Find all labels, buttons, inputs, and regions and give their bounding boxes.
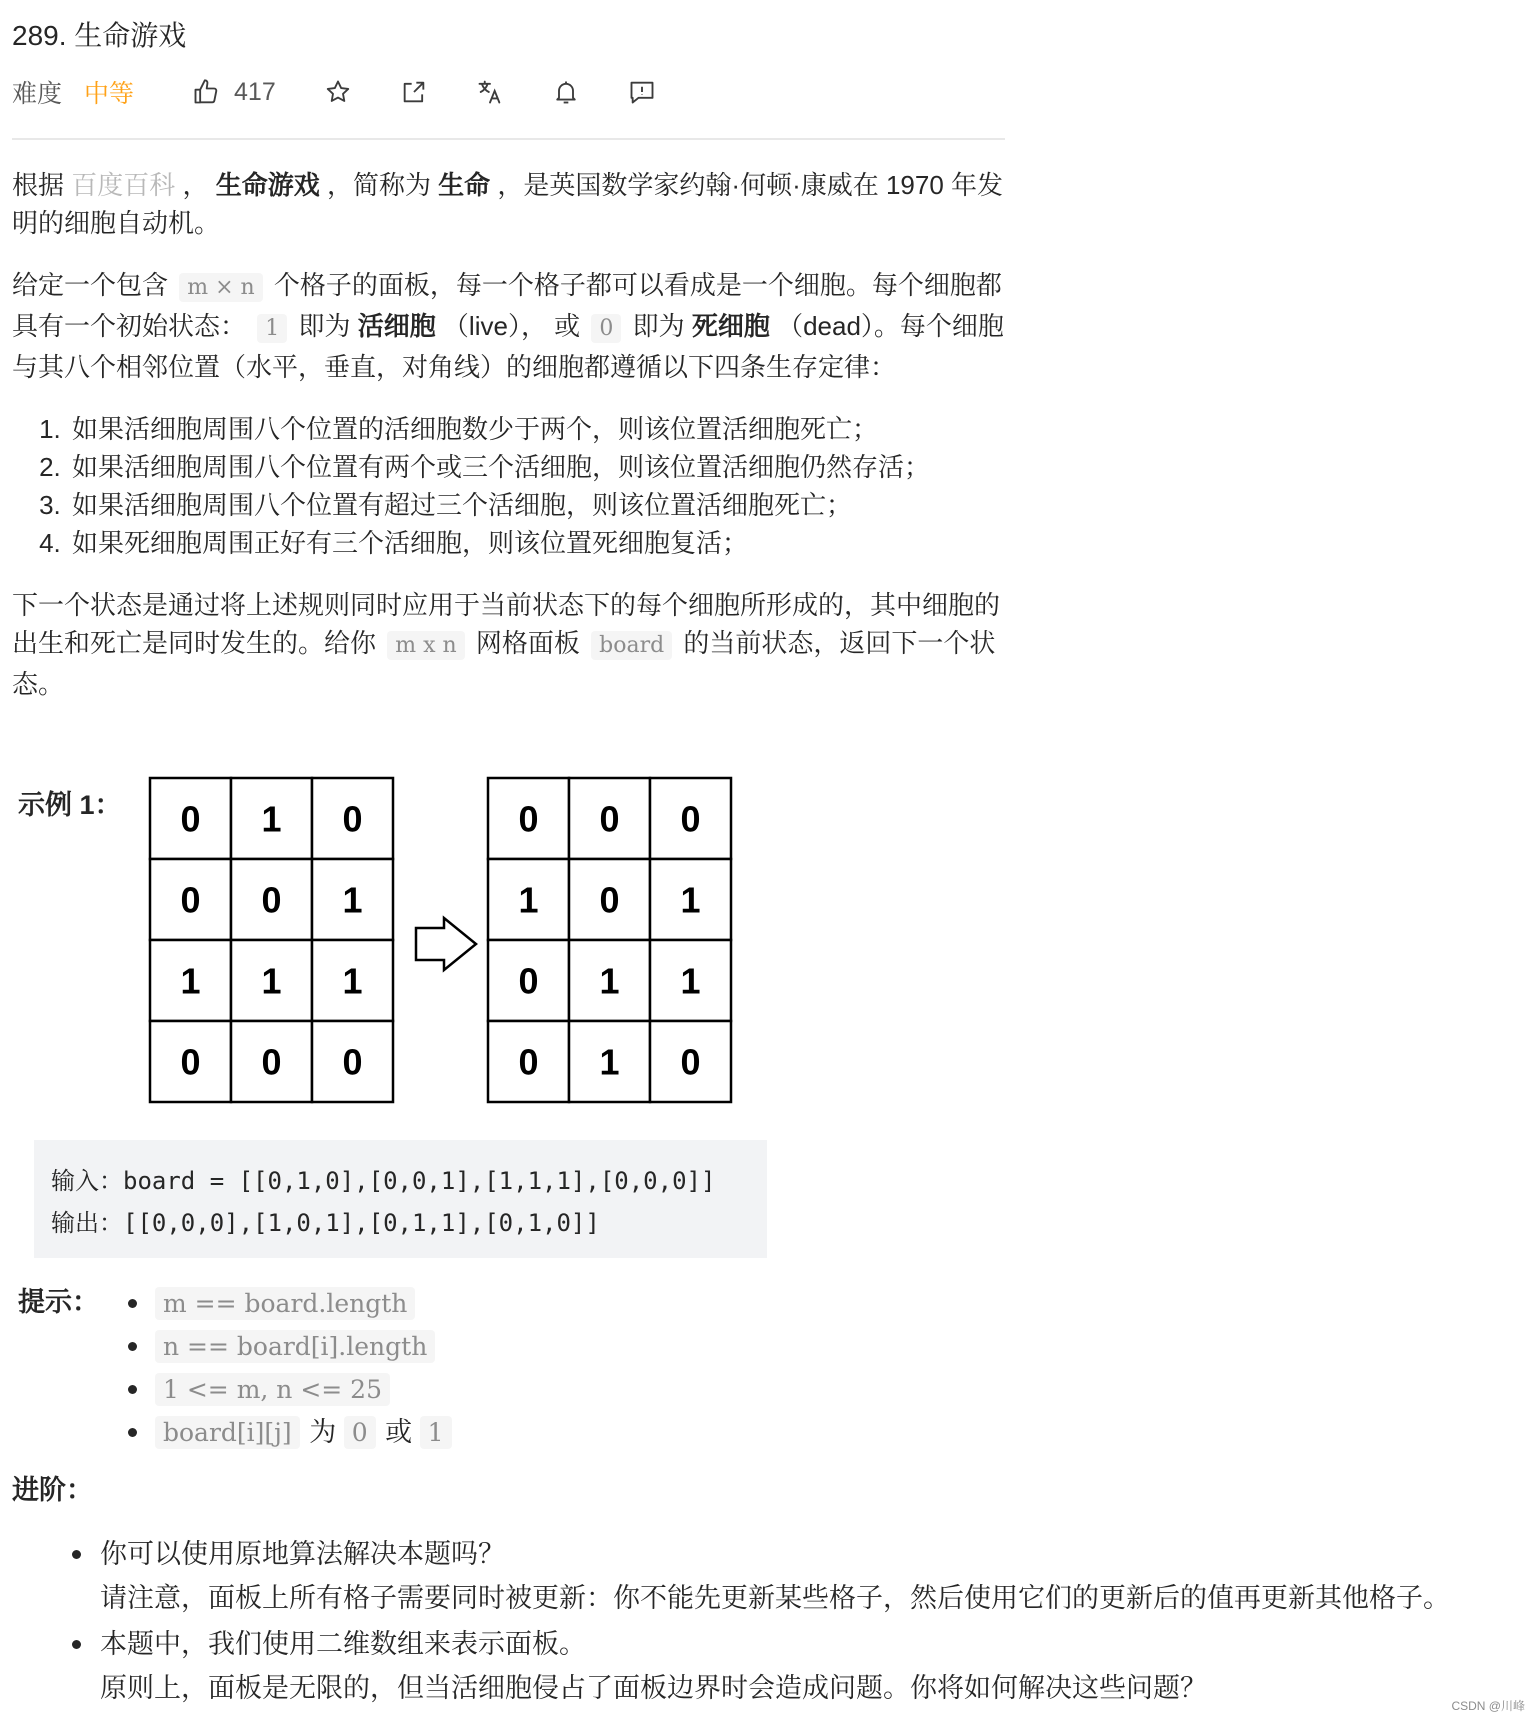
life-term: 生命 bbox=[438, 170, 491, 200]
inline-code: m × n bbox=[179, 273, 262, 302]
grid-cell-value: 0 bbox=[342, 1041, 363, 1083]
baidu-baike-link[interactable]: 百度百科 bbox=[71, 170, 176, 200]
hint-item bbox=[127, 1368, 454, 1411]
header-divider bbox=[12, 138, 1005, 140]
hint-item: board[i][j] 为 0 或 1 bbox=[127, 1411, 454, 1454]
game-of-life-term: 生命游戏 bbox=[215, 170, 320, 200]
rule-item: 1. 如果活细胞周围八个位置的活细胞数少于两个，则该位置活细胞死亡； bbox=[68, 410, 1012, 448]
grid-cell-value: 0 bbox=[261, 1041, 282, 1083]
grid-cell-value: 0 bbox=[599, 879, 620, 921]
example-grids bbox=[148, 776, 738, 1110]
advanced-item: 本题中，我们使用二维数组来表示面板。 原则上，面板是无限的，但当活细胞侵占了面板边界时会造成问题。你将如何解决这些问题？ bbox=[70, 1622, 1530, 1710]
next-state-paragraph: 下一个状态是通过将上述规则同时应用于当前状态下的每个细胞所形成的，其中细胞的出生和死亡是同时发生的。给你 m x n 网格面板 board 的当前状态，返回下一个状态。 bbox=[12, 590, 1001, 699]
example-label: 示例 1： bbox=[18, 790, 122, 820]
grid-cell-value: 1 bbox=[680, 879, 701, 921]
advanced-list bbox=[70, 1532, 1530, 1712]
bell-icon[interactable] bbox=[550, 76, 582, 108]
hints-list bbox=[127, 1282, 454, 1454]
problem-meta-bar bbox=[12, 72, 658, 112]
grid-after bbox=[488, 778, 731, 1102]
inline-code: n == board[i].length bbox=[155, 1330, 435, 1363]
advanced-label: 进阶： bbox=[12, 1475, 93, 1505]
grid-cell-value: 0 bbox=[180, 879, 201, 921]
translate-icon[interactable] bbox=[474, 76, 506, 108]
advanced-item: 你可以使用原地算法解决本题吗？ 请注意，面板上所有格子需要同时被更新：你不能先更新某些格子，然后使用它们的更新后的值再更新其他格子。 bbox=[70, 1532, 1530, 1620]
inline-code: 1 <= m, n <= 25 bbox=[155, 1373, 390, 1406]
rule-item: 4. 如果死细胞周围正好有三个活细胞，则该位置死细胞复活； bbox=[68, 524, 1012, 562]
grid-cell-value: 1 bbox=[518, 879, 539, 921]
intro-paragraph: 根据 百度百科 ， 生命游戏 ，简称为 生命 ，是英国数学家约翰·何顿·康威在 1970 年发明的细胞自动机。 bbox=[12, 170, 1004, 238]
grid-cell-value: 0 bbox=[680, 1041, 701, 1083]
difficulty-label: 难度 bbox=[12, 80, 63, 108]
watermark: CSDN @川峰 bbox=[1451, 1699, 1525, 1713]
grid-cell-value: 1 bbox=[680, 960, 701, 1002]
hint-item bbox=[127, 1282, 454, 1325]
grid-cell-value: 1 bbox=[599, 1041, 620, 1083]
favorite-star-icon[interactable] bbox=[322, 76, 354, 108]
example-code-block bbox=[34, 1140, 767, 1258]
inline-code: board bbox=[591, 631, 672, 660]
grid-cell-value: 0 bbox=[518, 798, 539, 840]
grid-cell-value: 0 bbox=[518, 1041, 539, 1083]
grid-cell-value: 1 bbox=[261, 960, 282, 1002]
dead-cell-term: 死细胞 bbox=[691, 311, 770, 341]
rule-item: 3. 如果活细胞周围八个位置有超过三个活细胞，则该位置活细胞死亡； bbox=[68, 486, 1012, 524]
share-icon[interactable] bbox=[398, 76, 430, 108]
difficulty-badge: 中等 bbox=[84, 80, 135, 108]
example-input: 输入：board = [[0,1,0],[0,0,1],[1,1,1],[0,0,0]] bbox=[51, 1167, 716, 1195]
grid-cell-value: 1 bbox=[342, 960, 363, 1002]
like-button[interactable] bbox=[190, 76, 276, 108]
grid-cell-value: 0 bbox=[680, 798, 701, 840]
feedback-icon[interactable] bbox=[626, 76, 658, 108]
grid-cell-value: 0 bbox=[518, 960, 539, 1002]
grid-cell-value: 0 bbox=[180, 1041, 201, 1083]
grid-cell-value: 0 bbox=[180, 798, 201, 840]
hints-label: 提示： bbox=[18, 1287, 99, 1317]
grid-cell-value: 0 bbox=[342, 798, 363, 840]
grid-before bbox=[150, 778, 393, 1102]
grid-cell-value: 1 bbox=[180, 960, 201, 1002]
right-arrow-icon bbox=[416, 918, 476, 970]
inline-code: 1 bbox=[257, 314, 287, 343]
thumbs-up-icon bbox=[190, 76, 222, 108]
hint-item bbox=[127, 1325, 454, 1368]
grid-cell-value: 1 bbox=[342, 879, 363, 921]
inline-code: 1 bbox=[420, 1416, 452, 1449]
rule-item: 2. 如果活细胞周围八个位置有两个或三个活细胞，则该位置活细胞仍然存活； bbox=[68, 448, 1012, 486]
rules-list bbox=[68, 410, 1012, 562]
inline-code: board[i][j] bbox=[155, 1416, 300, 1449]
inline-code: 0 bbox=[344, 1416, 376, 1449]
inline-code: 0 bbox=[591, 314, 621, 343]
grid-cell-value: 0 bbox=[261, 879, 282, 921]
problem-title: 289. 生命游戏 bbox=[12, 20, 187, 51]
grid-cell-value: 1 bbox=[599, 960, 620, 1002]
board-paragraph: 给定一个包含 m × n 个格子的面板，每一个格子都可以看成是一个细胞。每个细胞都具有一个初始状态： 1 即为 活细胞 （live）， 或 0 即为 死细胞 （dead）。每个细胞与其八个相邻位置（水平，垂直，对角线）的细胞都遵循以下四条生存定律： bbox=[12, 270, 1004, 382]
problem-description bbox=[12, 166, 1012, 727]
example-output: 输出：[[0,0,0],[1,0,1],[0,1,1],[0,1,0]] bbox=[51, 1209, 600, 1237]
live-cell-term: 活细胞 bbox=[357, 311, 436, 341]
grid-cell-value: 0 bbox=[599, 798, 620, 840]
inline-code: m == board.length bbox=[155, 1287, 415, 1320]
inline-code: m x n bbox=[387, 631, 464, 660]
like-count: 417 bbox=[234, 77, 276, 106]
grid-cell-value: 1 bbox=[261, 798, 282, 840]
